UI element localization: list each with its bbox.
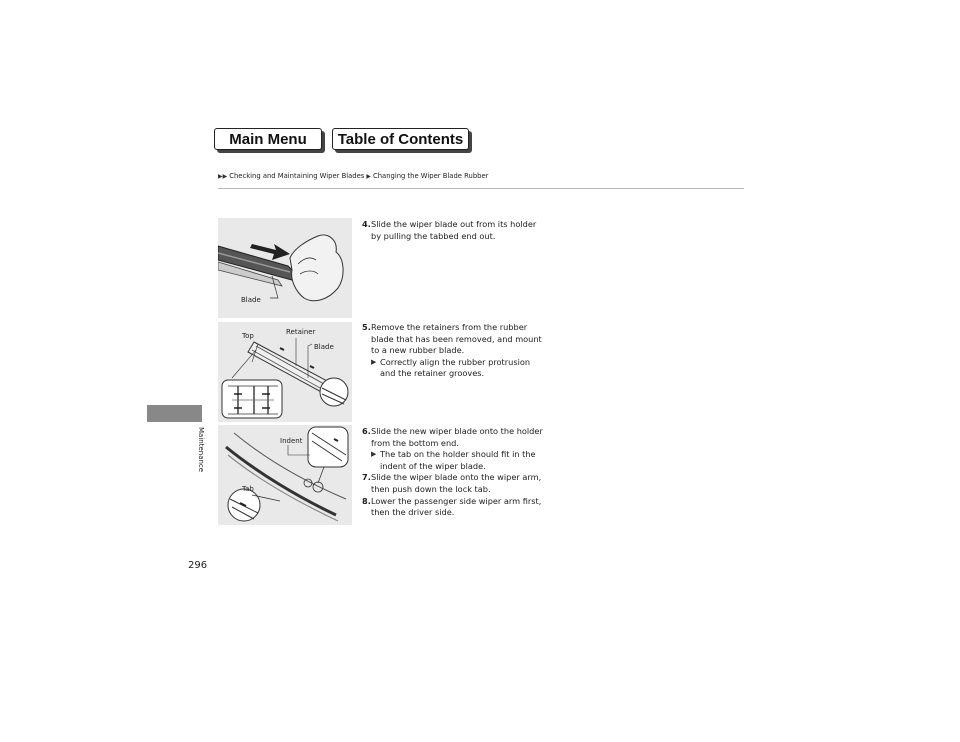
- step-number: 8.: [362, 495, 371, 506]
- breadcrumb-item-checking-wiper-blades[interactable]: Checking and Maintaining Wiper Blades: [229, 172, 365, 180]
- step-item: [362, 496, 547, 519]
- step-item: [362, 426, 547, 449]
- step-group-5: [362, 322, 547, 380]
- note-arrow-icon: ▶: [371, 357, 377, 366]
- breadcrumb-arrow-icon: ▶▶: [218, 172, 228, 180]
- retainer-illustration: [218, 322, 352, 422]
- figure-label-indent: Indent: [280, 437, 303, 445]
- note-text: Correctly align the rubber protrusion and the retainer grooves.: [380, 356, 531, 379]
- header-divider: [218, 188, 744, 189]
- step-text: Slide the new wiper blade onto the holder from the bottom end.: [371, 426, 543, 448]
- step-item: [362, 472, 547, 495]
- figure-label-blade: Blade: [314, 343, 334, 351]
- main-menu-button[interactable]: Main Menu: [214, 128, 322, 150]
- step-group-4: [362, 219, 547, 242]
- figure-remove-retainers: [218, 322, 352, 422]
- figure-label-tab: Tab: [242, 485, 254, 493]
- figure-label-top: Top: [242, 332, 254, 340]
- figure-label-blade: Blade: [241, 296, 261, 304]
- step-text: Remove the retainers from the rubber blade that has been removed, and mount to a new rubber blade.: [371, 322, 542, 356]
- note-arrow-icon: ▶: [371, 450, 377, 459]
- step-text: Slide the wiper blade onto the wiper arm, then push down the lock tab.: [371, 472, 542, 494]
- page-number: 296: [188, 560, 208, 571]
- step-number: 6.: [362, 426, 371, 436]
- breadcrumb-arrow-icon: ▶: [366, 172, 371, 180]
- figure-label-retainer: Retainer: [286, 328, 316, 336]
- step-group-6-8: [362, 426, 547, 519]
- step-note: [362, 357, 547, 380]
- breadcrumb: [218, 172, 488, 180]
- step-number: 7.: [362, 472, 371, 483]
- figure-install-new-blade: [218, 425, 352, 525]
- wiper-blade-removal-illustration: [218, 218, 352, 318]
- step-item: [362, 219, 547, 242]
- breadcrumb-item-changing-blade-rubber[interactable]: Changing the Wiper Blade Rubber: [372, 172, 489, 180]
- section-tab[interactable]: [147, 405, 202, 422]
- step-number: 4.: [362, 219, 371, 229]
- step-text: Slide the wiper blade out from its holder by pulling the tabbed end out.: [371, 219, 537, 241]
- step-note: [362, 449, 547, 472]
- note-text: The tab on the holder should fit in the indent of the wiper blade.: [380, 449, 536, 471]
- step-text: Lower the passenger side wiper arm first, then the driver side.: [371, 495, 542, 518]
- step-number: 5.: [362, 322, 371, 332]
- step-item: [362, 322, 547, 357]
- section-label: Maintenance: [197, 427, 205, 473]
- table-of-contents-button[interactable]: Table of Contents: [332, 128, 469, 150]
- figure-slide-blade-out: [218, 218, 352, 318]
